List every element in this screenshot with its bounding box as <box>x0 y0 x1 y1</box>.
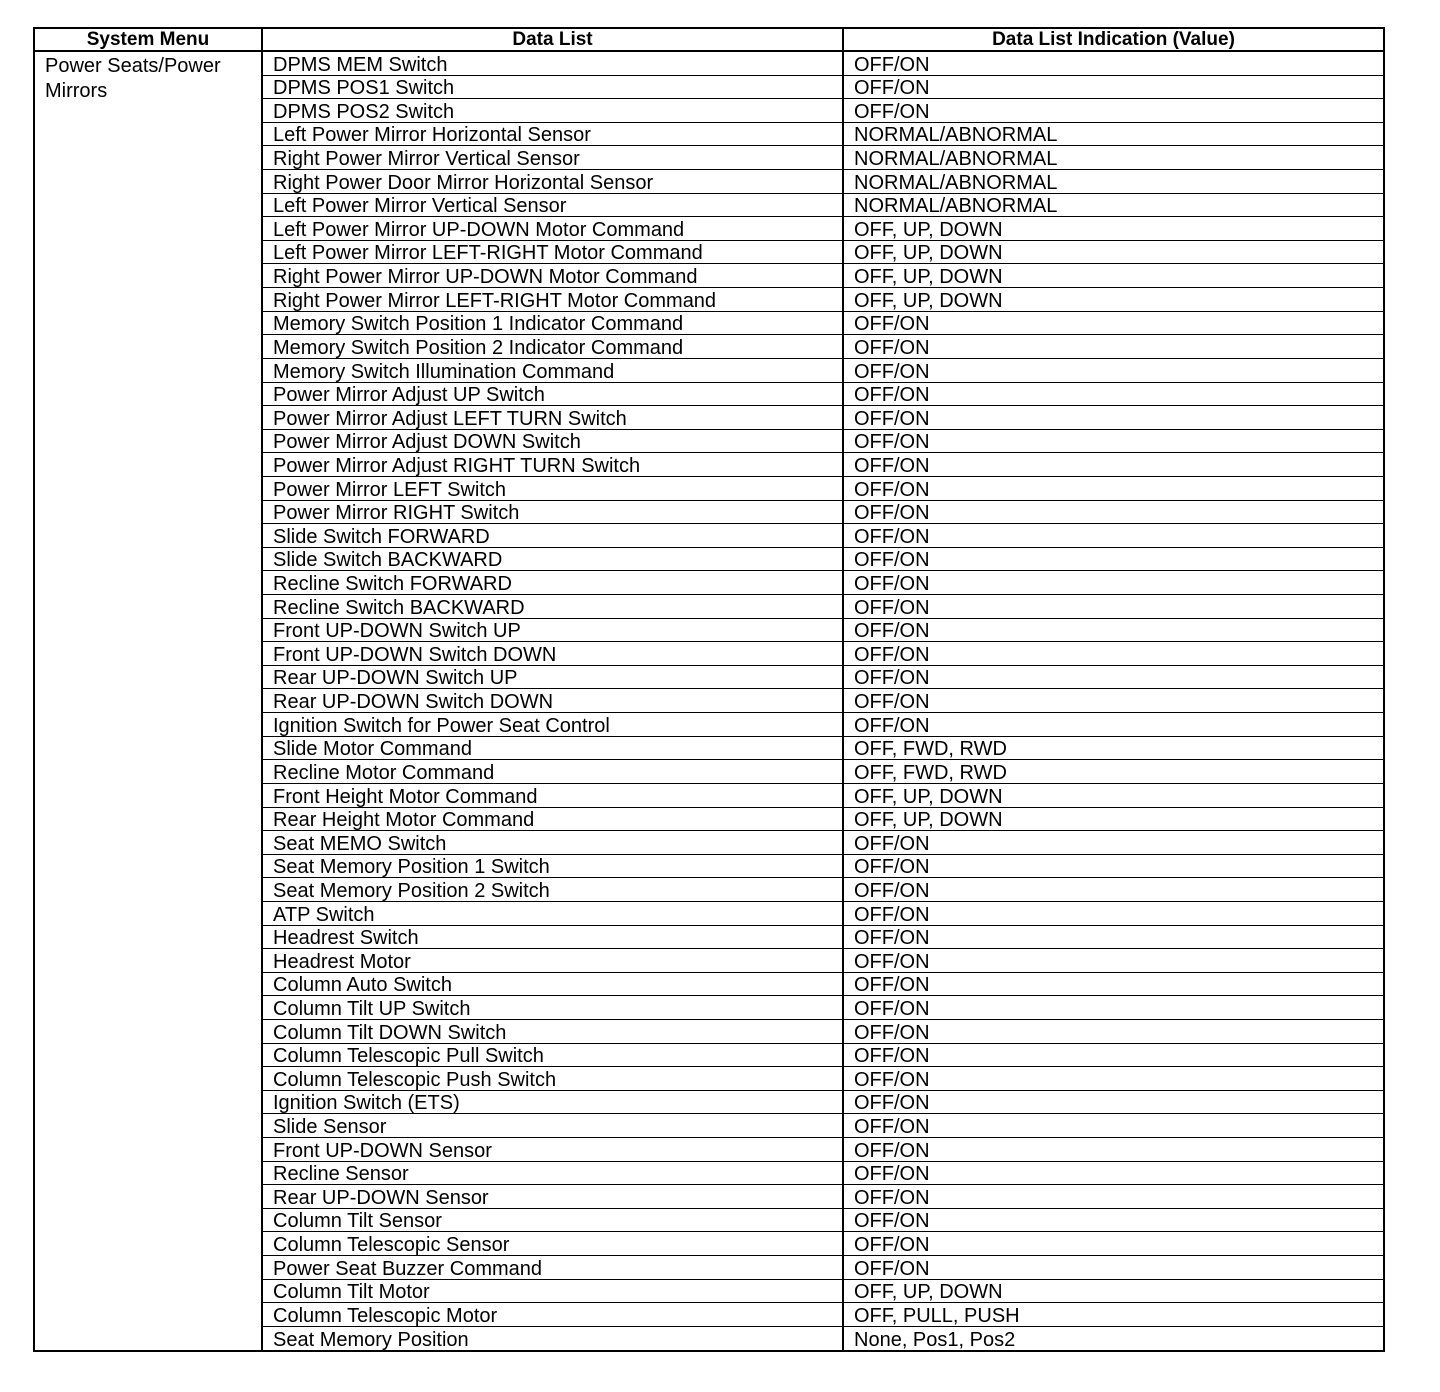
data-list-item: Rear Height Motor Command <box>262 807 843 831</box>
indication-value: OFF/ON <box>843 524 1384 548</box>
indication-value: OFF/ON <box>843 1185 1384 1209</box>
header-row <box>34 28 1384 51</box>
data-list-item: Rear UP-DOWN Switch UP <box>262 665 843 689</box>
data-list-item: Ignition Switch for Power Seat Control <box>262 713 843 737</box>
data-list-item: Right Power Mirror LEFT-RIGHT Motor Command <box>262 288 843 312</box>
data-list-item: DPMS POS2 Switch <box>262 99 843 123</box>
indication-value: OFF/ON <box>843 382 1384 406</box>
indication-value: OFF/ON <box>843 75 1384 99</box>
indication-value: OFF/ON <box>843 500 1384 524</box>
data-list-item: Seat Memory Position 2 Switch <box>262 878 843 902</box>
data-list-item: Power Mirror Adjust RIGHT TURN Switch <box>262 453 843 477</box>
indication-value: OFF/ON <box>843 429 1384 453</box>
data-list-item: Front UP-DOWN Switch UP <box>262 618 843 642</box>
indication-value: OFF, UP, DOWN <box>843 1279 1384 1303</box>
data-list-item: Memory Switch Position 1 Indicator Command <box>262 311 843 335</box>
data-list-item: Right Power Mirror UP-DOWN Motor Command <box>262 264 843 288</box>
data-list-item: Headrest Switch <box>262 925 843 949</box>
data-list-item: ATP Switch <box>262 901 843 925</box>
system-menu-cell: Power Seats/Power Mirrors <box>34 51 262 1351</box>
indication-value: OFF/ON <box>843 476 1384 500</box>
indication-value: OFF/ON <box>843 406 1384 430</box>
indication-value: OFF/ON <box>843 311 1384 335</box>
data-list-item: Left Power Mirror Vertical Sensor <box>262 193 843 217</box>
table-header <box>34 28 1384 51</box>
data-list-item: Recline Switch FORWARD <box>262 571 843 595</box>
data-list-item: Rear UP-DOWN Sensor <box>262 1185 843 1209</box>
indication-value: OFF/ON <box>843 1114 1384 1138</box>
indication-value: OFF/ON <box>843 713 1384 737</box>
indication-value: OFF/ON <box>843 99 1384 123</box>
indication-value: OFF/ON <box>843 642 1384 666</box>
data-list-table <box>33 27 1385 1352</box>
data-list-item: Front Height Motor Command <box>262 783 843 807</box>
indication-value: OFF/ON <box>843 1067 1384 1091</box>
data-list-item: Slide Sensor <box>262 1114 843 1138</box>
data-list-item: Column Auto Switch <box>262 972 843 996</box>
indication-value: OFF/ON <box>843 949 1384 973</box>
data-list-item: Memory Switch Position 2 Indicator Command <box>262 335 843 359</box>
data-list-item: Memory Switch Illumination Command <box>262 358 843 382</box>
data-list-item: Seat Memory Position <box>262 1326 843 1350</box>
indication-value: OFF/ON <box>843 854 1384 878</box>
data-list-item: Slide Switch FORWARD <box>262 524 843 548</box>
indication-value: OFF/ON <box>843 1161 1384 1185</box>
data-list-item: Front UP-DOWN Sensor <box>262 1138 843 1162</box>
indication-value: OFF/ON <box>843 453 1384 477</box>
indication-value: OFF/ON <box>843 571 1384 595</box>
data-list-item: Ignition Switch (ETS) <box>262 1090 843 1114</box>
indication-value: OFF/ON <box>843 1019 1384 1043</box>
data-list-item: Power Mirror Adjust DOWN Switch <box>262 429 843 453</box>
indication-value: OFF, UP, DOWN <box>843 264 1384 288</box>
indication-value: OFF/ON <box>843 1208 1384 1232</box>
indication-value: OFF/ON <box>843 547 1384 571</box>
table-row <box>34 51 1384 75</box>
data-list-item: Column Tilt DOWN Switch <box>262 1019 843 1043</box>
data-list-item: Recline Motor Command <box>262 760 843 784</box>
header-data-list: Data List <box>262 28 843 51</box>
indication-value: OFF/ON <box>843 925 1384 949</box>
header-system-menu: System Menu <box>34 28 262 51</box>
indication-value: None, Pos1, Pos2 <box>854 1328 1016 1351</box>
data-list-item: Column Tilt Motor <box>262 1279 843 1303</box>
indication-value: OFF, UP, DOWN <box>843 288 1384 312</box>
data-list-item: Column Telescopic Push Switch <box>262 1067 843 1091</box>
data-list-item: Right Power Door Mirror Horizontal Sensor <box>262 170 843 194</box>
data-list-item: Right Power Mirror Vertical Sensor <box>262 146 843 170</box>
data-list-item: DPMS POS1 Switch <box>262 75 843 99</box>
data-list-item: Column Telescopic Sensor <box>262 1232 843 1256</box>
data-list-item: Column Telescopic Motor <box>262 1303 843 1327</box>
indication-value: OFF/ON <box>843 1138 1384 1162</box>
indication-value: OFF/ON <box>843 878 1384 902</box>
indication-value: OFF/ON <box>843 996 1384 1020</box>
data-list-item: Power Seat Buzzer Command <box>262 1256 843 1280</box>
indication-value: NORMAL/ABNORMAL <box>843 193 1384 217</box>
indication-value: OFF, FWD, RWD <box>843 736 1384 760</box>
data-list-item: Slide Switch BACKWARD <box>262 547 843 571</box>
data-list-item: Column Telescopic Pull Switch <box>262 1043 843 1067</box>
indication-value: OFF, PULL, PUSH <box>843 1303 1384 1327</box>
indication-value: OFF/ON <box>843 618 1384 642</box>
indication-value: OFF/ON <box>843 51 1384 75</box>
indication-value: OFF/ON <box>843 1256 1384 1280</box>
indication-value: OFF/ON <box>843 972 1384 996</box>
indication-value: OFF, UP, DOWN <box>843 783 1384 807</box>
data-list-item: Left Power Mirror LEFT-RIGHT Motor Command <box>262 240 843 264</box>
data-list-item: Rear UP-DOWN Switch DOWN <box>262 689 843 713</box>
data-list-item: Slide Motor Command <box>262 736 843 760</box>
indication-value: OFF/ON <box>843 358 1384 382</box>
indication-value: OFF/ON <box>843 831 1384 855</box>
indication-value: OFF/ON <box>843 689 1384 713</box>
data-list-item: Power Mirror LEFT Switch <box>262 476 843 500</box>
indication-value: OFF/ON <box>843 335 1384 359</box>
header-indication-value: Data List Indication (Value) <box>843 28 1384 51</box>
data-list-item: Power Mirror Adjust LEFT TURN Switch <box>262 406 843 430</box>
data-list-item: Seat Memory Position 1 Switch <box>262 854 843 878</box>
data-list-item: Column Tilt UP Switch <box>262 996 843 1020</box>
data-list-item: Left Power Mirror UP-DOWN Motor Command <box>262 217 843 241</box>
indication-value: OFF, UP, DOWN <box>843 807 1384 831</box>
indication-value: NORMAL/ABNORMAL <box>843 146 1384 170</box>
data-list-item: Recline Switch BACKWARD <box>262 595 843 619</box>
data-list-item: Front UP-DOWN Switch DOWN <box>262 642 843 666</box>
data-list-item: DPMS MEM Switch <box>262 51 843 75</box>
data-list-item: Headrest Motor <box>262 949 843 973</box>
data-list-item: Power Mirror Adjust UP Switch <box>262 382 843 406</box>
table-body <box>34 51 1384 1351</box>
data-list-item: Recline Sensor <box>262 1161 843 1185</box>
data-list-item: Column Tilt Sensor <box>262 1208 843 1232</box>
data-list-item: Power Mirror RIGHT Switch <box>262 500 843 524</box>
indication-value: OFF/ON <box>843 1232 1384 1256</box>
indication-value: OFF/ON <box>843 665 1384 689</box>
indication-value: OFF/ON <box>843 901 1384 925</box>
indication-value: OFF/ON <box>843 1043 1384 1067</box>
indication-value: OFF/ON <box>843 595 1384 619</box>
indication-value: OFF/ON <box>843 1090 1384 1114</box>
indication-value: OFF, FWD, RWD <box>843 760 1384 784</box>
indication-value: NORMAL/ABNORMAL <box>843 170 1384 194</box>
indication-value: OFF, UP, DOWN <box>843 240 1384 264</box>
indication-value: NORMAL/ABNORMAL <box>843 122 1384 146</box>
data-list-item: Seat MEMO Switch <box>262 831 843 855</box>
data-list-item: Left Power Mirror Horizontal Sensor <box>262 122 843 146</box>
indication-value: OFF, UP, DOWN <box>843 217 1384 241</box>
